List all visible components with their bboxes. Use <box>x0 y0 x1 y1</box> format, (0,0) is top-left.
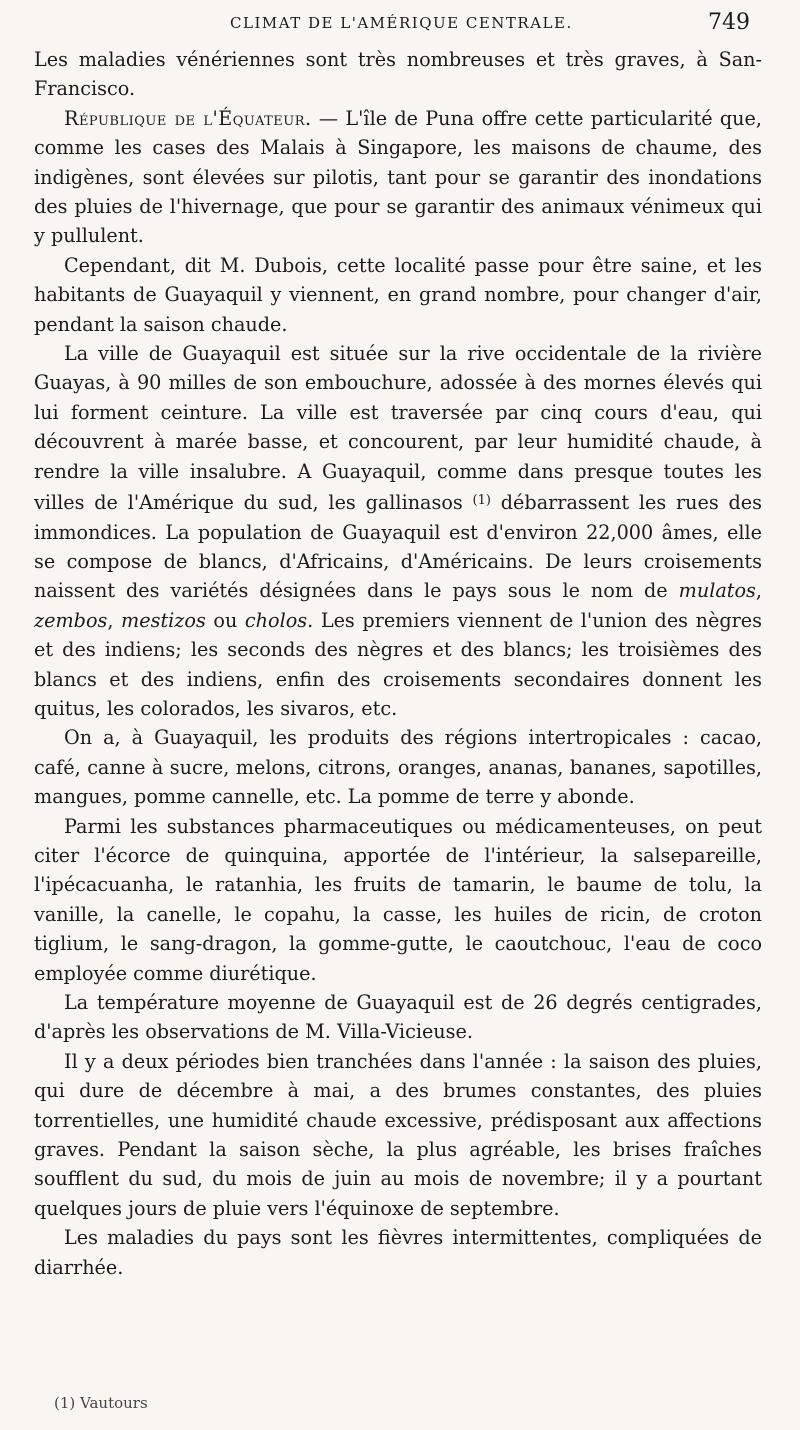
term-mestizos: mestizos <box>121 608 206 632</box>
paragraph-guayaquil <box>34 339 762 723</box>
section-heading-equateur: République de l'Équateur. <box>64 106 312 130</box>
paragraph-guayaquil-text-b: débarrassent les rues des immondices. La population de Guayaquil est d'environ 22,000 âmes, elle se compose de blancs, d'Africains, d'Américains. De leurs croisements naissent des variétés désignées dans le pays sous le nom de <box>34 491 762 603</box>
page-header <box>230 10 750 38</box>
paragraph-dubois: Cependant, dit M. Dubois, cette localité passe pour être saine, et les habitants de Guayaquil y viennent, en grand nombre, pour changer d'air, pendant la saison chaude. <box>34 253 762 336</box>
paragraph-maladies: Les maladies du pays sont les fièvres intermittentes, compliquées de diarrhée. <box>34 1226 762 1279</box>
paragraph-san-francisco: Les maladies vénériennes sont très nombreuses et très graves, à San-Francisco. <box>34 48 762 101</box>
separator: , <box>107 608 122 632</box>
paragraph-substances: Parmi les substances pharmaceutiques ou médicamenteuses, on peut citer l'écorce de quinquina, apportée de l'intérieur, la salsepareille, l'ipécacuanha, le ratanhia, les fruits de tamarin, le baume de tolu, la vanille, la canelle, le copahu, la casse, les huiles de ricin, de croton tiglium, le sang-dragon, la gomme-gutte, le caoutchouc, l'eau de coco employée comme diurétique. <box>34 814 762 985</box>
separator: , <box>755 579 762 603</box>
paragraph-periodes: Il y a deux périodes bien tranchées dans l'année : la saison des pluies, qui dure de décembre à mai, a des brumes constantes, des pluies torrentielles, une humidité chaude excessive, prédisposant aux affections graves. Pendant la saison sèche, la plus agréable, les brises fraîches soufflent du sud, du mois de juin au mois de novembre; il y a pourtant quelques jours de pluie vers l'équinoxe de septembre. <box>34 1049 762 1220</box>
term-zembos: zembos <box>34 608 108 632</box>
footnote-reference: (1) <box>472 493 491 509</box>
running-head: CLIMAT DE L'AMÉRIQUE CENTRALE. <box>230 14 573 32</box>
body-text <box>34 45 762 1282</box>
paragraph-temperature: La température moyenne de Guayaquil est de 26 degrés centigrades, d'après les observations de M. Villa-Vicieuse. <box>34 991 762 1044</box>
paragraph-produits: On a, à Guayaquil, les produits des régions intertropicales : cacao, café, canne à sucre, melons, citrons, oranges, ananas, bananes, sapotilles, mangues, pomme cannelle, etc. La pomme de terre y abonde. <box>34 726 762 809</box>
paragraph-equateur-text: — L'île de Puna offre cette particularité que, comme les cases des Malais à Singapore, les maisons de chaume, des indigènes, sont élevées sur pilotis, tant pour se garantir des inondations des pluies de l'hivernage, que pour se garantir des animaux vénimeux qui y pullulent. <box>34 106 762 248</box>
separator: ou <box>205 608 245 632</box>
paragraph-equateur <box>34 104 762 251</box>
paragraph-guayaquil-text-a: La ville de Guayaquil est située sur la rive occidentale de la rivière Guayas, à 90 milles de son embouchure, adossée à des mornes élevés qui lui forment ceinture. La ville est traversée par cinq cours d'eau, qui découvrent à marée basse, et concourent, par leur humidité chaude, à rendre la ville insalubre. A Guayaquil, comme dans presque toutes les villes de l'Amérique du sud, les gallinasos <box>34 342 762 515</box>
term-cholos: cholos <box>244 608 308 632</box>
page-number: 749 <box>708 10 750 35</box>
paragraph-guayaquil-text-c: . Les premiers viennent de l'union des nègres et des indiens; les seconds des nègres et des blancs; les troisièmes des blancs et des indiens, enfin des croisements secondaires donnent les quitus, les colorados, les sivaros, etc. <box>34 608 762 720</box>
footnote: (1) Vautours <box>54 1394 148 1412</box>
term-mulatos: mulatos <box>678 579 756 603</box>
